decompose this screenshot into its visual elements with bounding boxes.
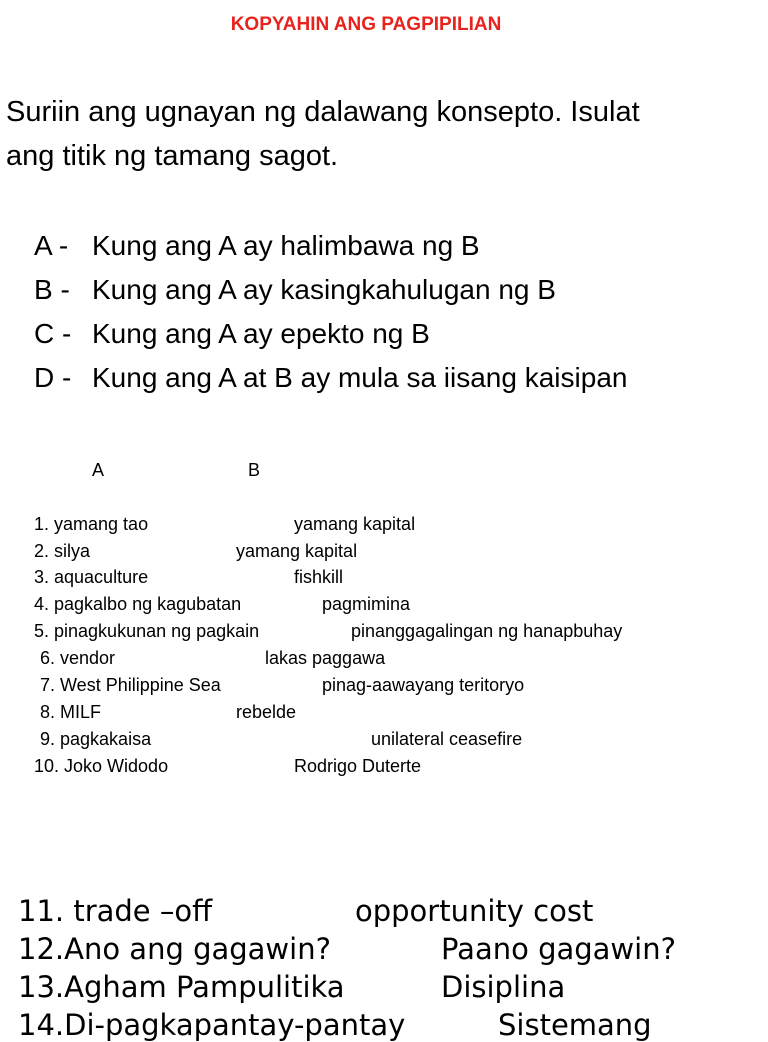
item-7-b: pinag-aawayang teritoryo (322, 675, 525, 695)
page-title: KOPYAHIN ANG PAGPIPILIAN (230, 14, 502, 35)
instruction-line-1: Suriin ang ugnayan ng dalawang konsepto. Isulat (6, 96, 640, 128)
item-3-b: fishkill (294, 567, 344, 587)
item-2-a: 2. silya (34, 541, 91, 561)
item-6-b: lakas paggawa (265, 648, 386, 668)
item-4-b: pagmimina (322, 594, 411, 614)
item-1-b: yamang kapital (294, 514, 416, 534)
item-14-a: 14.Di-pagkapantay-pantay (18, 1008, 406, 1042)
item-11-a: 11. trade –off (18, 894, 213, 928)
option-d (34, 362, 734, 396)
item-1-a: 1. yamang tao (34, 514, 149, 534)
option-text: Kung ang A ay halimbawa ng B (92, 230, 480, 261)
column-header-b: B (248, 460, 261, 480)
column-header-a: A (92, 460, 105, 480)
item-2-b: yamang kapital (236, 541, 358, 561)
item-9-a: 9. pagkakaisa (40, 729, 152, 749)
item-12-a: 12.Ano ang gagawin? (18, 932, 331, 966)
option-c (34, 318, 734, 352)
item-10-a: 10. Joko Widodo (34, 756, 169, 776)
item-4-a: 4. pagkalbo ng kagubatan (34, 594, 242, 614)
item-14-b: Sistemang (498, 1008, 652, 1042)
option-letter: A - (34, 230, 69, 261)
option-a (34, 230, 734, 264)
instruction-line-2: ang titik ng tamang sagot. (6, 140, 339, 172)
item-5-a: 5. pinagkukunan ng pagkain (34, 621, 260, 641)
item-8-b: rebelde (236, 702, 297, 722)
option-text: Kung ang A at B ay mula sa iisang kaisipan (92, 362, 628, 393)
item-10-b: Rodrigo Duterte (294, 756, 422, 776)
item-6-a: 6. vendor (40, 648, 116, 668)
item-9-b: unilateral ceasefire (371, 729, 523, 749)
item-5-b: pinanggagalingan ng hanapbuhay (351, 621, 623, 641)
item-3-a: 3. aquaculture (34, 567, 149, 587)
option-b (34, 274, 734, 308)
option-letter: C - (34, 318, 72, 349)
option-letter: D - (34, 362, 72, 393)
item-13-a: 13.Agham Pampulitika (18, 970, 345, 1004)
item-12-b: Paano gagawin? (441, 932, 676, 966)
option-text: Kung ang A ay kasingkahulugan ng B (92, 274, 556, 305)
option-text: Kung ang A ay epekto ng B (92, 318, 430, 349)
item-11-b: opportunity cost (355, 894, 594, 928)
option-letter: B - (34, 274, 70, 305)
item-7-a: 7. West Philippine Sea (40, 675, 221, 695)
item-8-a: 8. MILF (40, 702, 102, 722)
item-13-b: Disiplina (441, 970, 566, 1004)
